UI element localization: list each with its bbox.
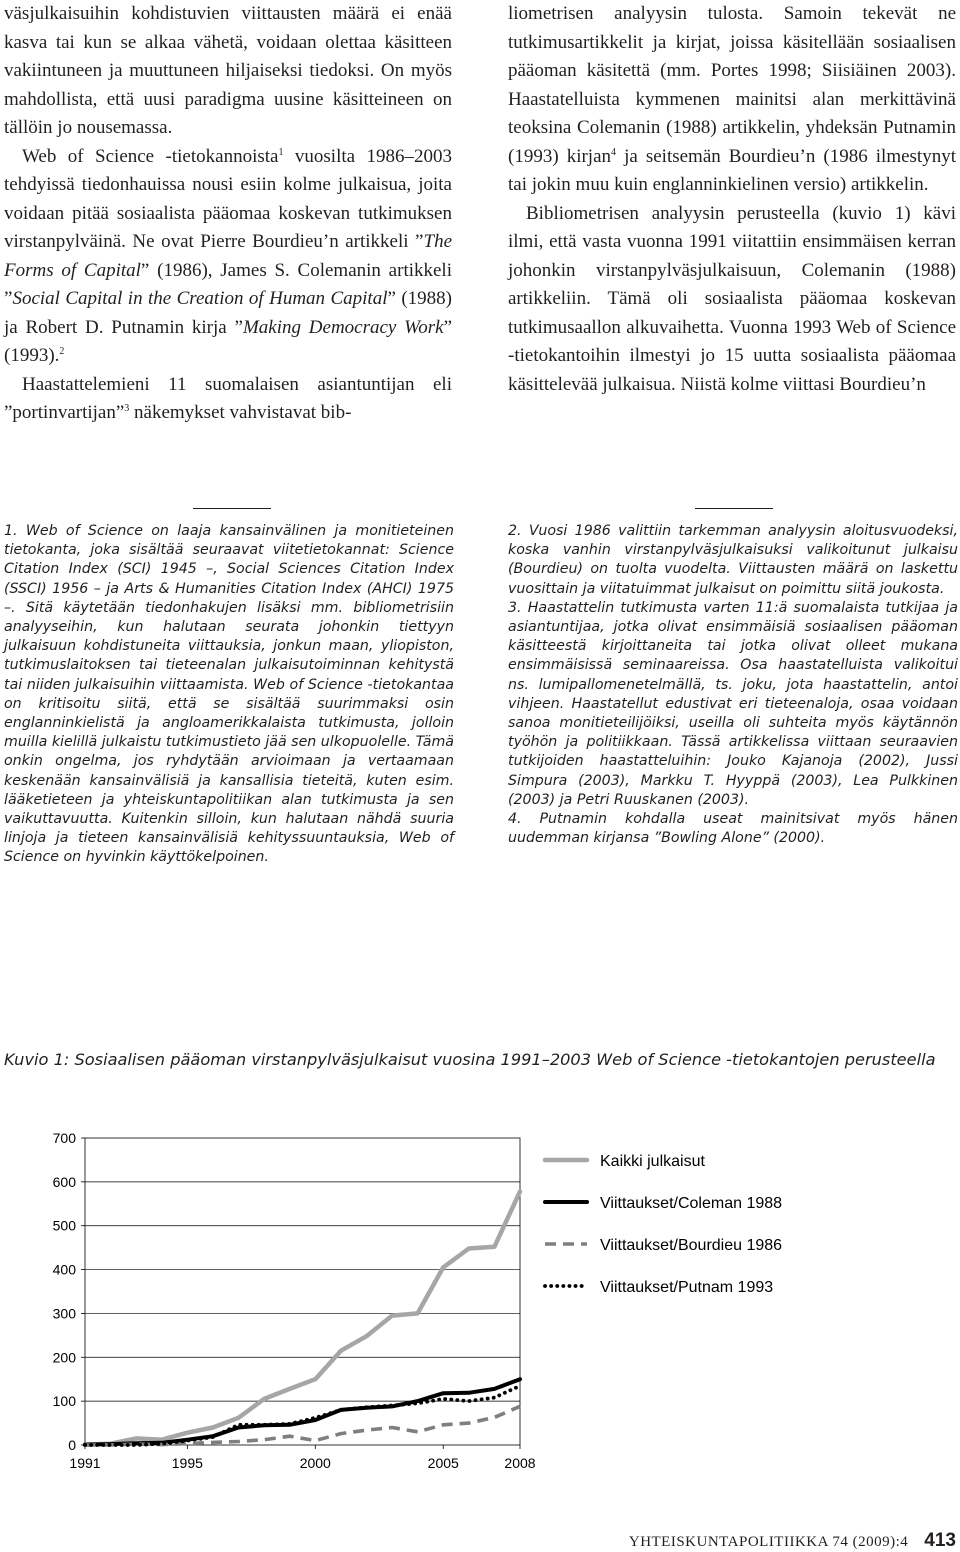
footnote-ref-4[interactable]: 4 [611, 146, 617, 158]
footnote-4: 4. Putnamin kohdalla useat mainitsivat myös hänen uudemman kirjansa ”Bowling Alone” (2000). [508, 811, 958, 847]
journal-name: YHTEISKUNTAPOLITIIKKA 74 (2009):4 [628, 1534, 909, 1550]
series-line-2 [85, 1379, 520, 1444]
x-tick-label-2008: 2008 [504, 1455, 536, 1471]
body-column-left [4, 0, 452, 428]
footnotes-left [4, 522, 454, 868]
y-tick-label-500: 500 [52, 1217, 76, 1234]
title-coleman: Social Capital in the Creation of Human Capital [12, 288, 388, 309]
text-run: vuosilta 1986–2003 tehdyissä tiedonhauissa nousi esiin kolme julkaisua, joita voidaan pitää sosiaalista pääomaa koskevan tutkimuksen virstanpylväinä. Ne ovat Pierre Bourdieu’n artikkeli ” [4, 145, 452, 252]
text-run: ja seitsemän Bourdieu’n (1986 ilmestynyt tai jokin muu kuin englanninkielinen versio) artikkelin. [508, 145, 956, 195]
paragraph [4, 143, 452, 371]
footnote-divider-right [695, 508, 773, 509]
title-putnam: Making Democracy Work [242, 316, 444, 338]
footnote-1: 1. Web of Science on laaja kansainvälinen ja monitieteinen tietokanta, joka sisältää seuraavat viitetietokannat: Science Citation Index (SCI) 1945 –, Social Sciences Citation Index (SSCI) 1956 – ja Arts & Humanities Citation Index (AHCI) 1975 –. Sitä käytetään tiedonhakujen lisäksi mm. bibliometrisiin analyyseihin, kun halutaan seurata johonkin tiettyyn julkaisuun kohdistuneita viittauksia, jonkun maan, yliopiston, tutkimuslaitoksen tai tieteenalan julkaisutoiminnan kehitystä tai niiden julkaisuihin viittaamista. Web of Science -tietokantaa on kritisoitu siitä, että se sisältää suurimmaksi osin englanninkielistä ja angloamerikkalaista tutkimusta, jolloin muilla kielillä julkaistu tutkimustieto jää sen ulkopuolelle. Tämä onkin ongelma, jos ryhdytään arvioimaan ja vertaamaan keskenään kansainvälisiä ja kansallisia tieteitä, kuten esim. lääketieteen ja yhteiskuntapolitiikan alan tutkimusta ja sen vaikuttavuutta. Kuitenkin silloin, kun halutaan nähdä suuria linjoja ja tieteen kansainvälisiä kehityssuuntauksia, Web of Science on hyvinkin käyttökelpoinen. [4, 523, 455, 866]
y-tick-label-0: 0 [68, 1437, 76, 1453]
footnote-3: 3. Haastattelin tutkimusta varten 11:ä suomalaista tutkijaa ja asiantuntijaa, jotka olivat ensimmäisiä sosiaalisen pääoman käsitteestä kirjoittaneita tai jotka olivat olleet mukana ensimmäisissä seminaareissa. Osa haastatelluista valikoitui ns. lumipallomenetelmällä, ts. joku, jota haastattelin, antoi vihjeen. Haastatellut edustivat eri tieteenaloja, osaa voidaan sanoa monitieteilijöiksi, useilla oli suhteita myös käytännön työhön ja politiikkaan. Tässä artikkelissa viittaan seuraavien tutkijoiden haastatteluihin: Jouko Kajanoja (2002), Jussi Simpura (2003), Markku T. Hyyppä (2003), Lea Pulkkinen (2003) ja Petri Ruuskanen (2003). [508, 599, 958, 808]
text-run: Haastattelemieni 11 suomalaisen asiantuntijan eli ”portinvartijan” [4, 373, 452, 423]
footnote-ref-3[interactable]: 3 [124, 403, 130, 414]
text-run: ” (1993). [4, 316, 452, 366]
paragraph [4, 371, 452, 428]
y-tick-label-400: 400 [52, 1261, 76, 1278]
paragraph [508, 0, 956, 200]
x-tick-label-2000: 2000 [299, 1455, 331, 1471]
legend-label-3: Viittaukset/Bourdieu 1986 [600, 1237, 783, 1254]
title-bourdieu: The Forms of Capital [4, 231, 452, 281]
page-footer [629, 1530, 956, 1552]
line-chart [0, 1120, 960, 1485]
x-tick-label-2005: 2005 [427, 1455, 459, 1471]
footnotes-right [508, 522, 958, 848]
footnote-ref-1[interactable]: 1 [278, 146, 284, 158]
y-tick-label-600: 600 [52, 1173, 76, 1190]
y-tick-label-100: 100 [52, 1393, 76, 1410]
text-run: Web of Science -tietokannoista [22, 145, 279, 167]
legend-label-2: Viittaukset/Coleman 1988 [600, 1195, 783, 1212]
text-run: ” (1988) ja Robert D. Putnamin kirja ” [4, 288, 452, 338]
series-line-1 [85, 1192, 520, 1445]
footnote-2: 2. Vuosi 1986 valittiin tarkemman analyysin aloitusvuodeksi, koska vanhin virstanpylväsjulkaisuksi valikoitunut julkaisu (Bourdieu) on tuolta vuodelta. Viittausten määrä on laskettu vuosittain ja viitatuimmat julkaisut on poimittu siitä joukosta. [508, 523, 958, 597]
text-run: näkemykset vahvistavat bib- [129, 402, 352, 423]
y-tick-label-300: 300 [52, 1305, 76, 1322]
paragraph: Bibliometrisen analyysin perusteella (kuvio 1) kävi ilmi, että vasta vuonna 1991 viitattiin ensimmäisen kerran johonkin virstanpylväsjulkaisuun, Colemanin (1988) artikkeliin. Tämä oli sosiaalista pääomaa koskevan tutkimusaallon alkuvaihetta. Vuonna 1993 Web of Science -tietokantoihin ilmestyi jo 15 uutta sosiaalista pääomaa käsittelevää julkaisua. Niistä kolme viittasi Bourdieu’n [508, 202, 956, 395]
footnote-divider-left [193, 508, 271, 509]
x-tick-label-1991: 1991 [69, 1455, 101, 1471]
legend-label-1: Kaikki julkaisut [600, 1153, 705, 1170]
plot-frame [85, 1138, 520, 1445]
paragraph: väsjulkaisuihin kohdistuvien viittausten määrä ei enää kasva tai kun se alkaa vähetä, voidaan olettaa käsitteen vakiintuneen ja muuttuneen hiljaiseksi tiedoksi. On myös mahdollista, että uusi paradigma uusine käsitteineen on tällöin jo nousemassa. [4, 3, 452, 138]
legend-label-4: Viittaukset/Putnam 1993 [600, 1279, 774, 1296]
y-tick-label-700: 700 [52, 1130, 76, 1146]
body-column-right [508, 0, 956, 399]
text-run: liometrisen analyysin tulosta. Samoin tekevät ne tutkimusartikkelit ja kirjat, joissa käsitellään sosiaalisen pääoman käsitettä (mm. Portes 1998; Siisiäinen 2003). Haastatelluista kymmenen mainitsi alan merkittävinä teoksina Colemanin (1988) artikkelin, yhdeksän Putnamin (1993) kirjan [508, 3, 956, 167]
x-tick-label-1995: 1995 [171, 1455, 203, 1471]
y-tick-label-200: 200 [52, 1349, 76, 1366]
figure-caption: Kuvio 1: Sosiaalisen pääoman virstanpylväsjulkaisut vuosina 1991–2003 Web of Science -tietokantojen perusteella [4, 1050, 936, 1069]
footnote-ref-2[interactable]: 2 [59, 346, 65, 357]
page-number: 413 [924, 1530, 956, 1551]
text-run: ” (1986), James S. Colemanin artikkeli ” [4, 259, 452, 309]
